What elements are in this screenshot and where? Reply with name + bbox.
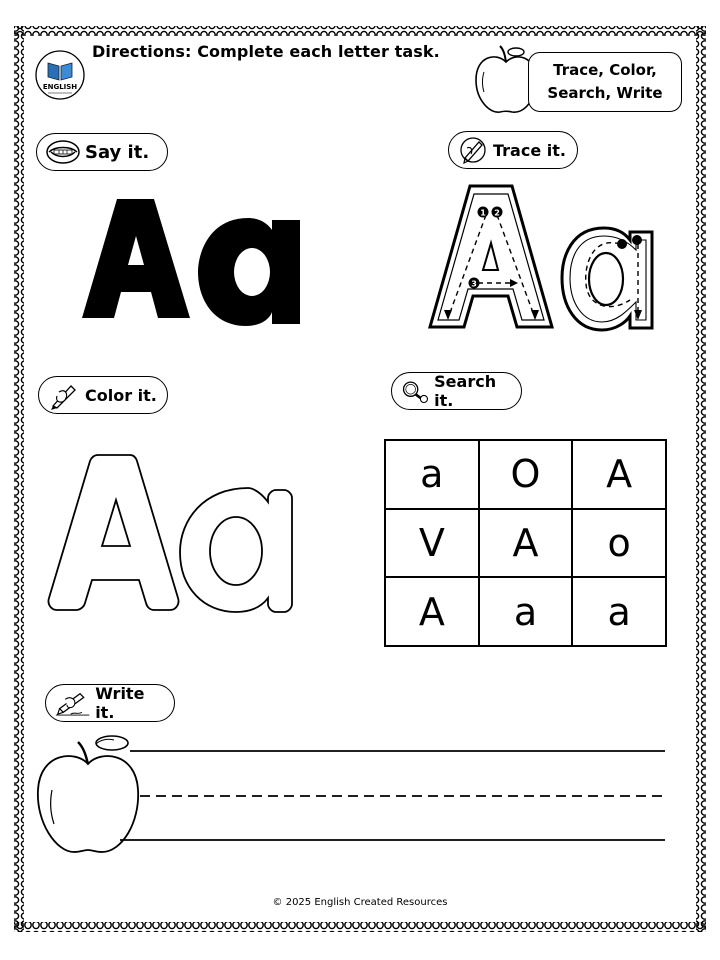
say-it-text: Say it.	[85, 141, 150, 163]
svg-text:1: 1	[480, 208, 486, 218]
svg-text:2: 2	[494, 208, 500, 218]
task-summary-line-1: Trace, Color,	[553, 61, 657, 79]
grid-cell[interactable]: O	[479, 440, 573, 509]
write-it-text: Write it.	[95, 684, 145, 722]
grid-cell[interactable]: V	[385, 509, 479, 578]
apple-icon	[38, 756, 138, 852]
grid-cell[interactable]: a	[385, 440, 479, 509]
write-it-area	[38, 736, 665, 852]
grid-cell[interactable]: a	[572, 577, 666, 646]
search-it-text: Search it.	[434, 372, 497, 410]
svg-text:ENGLISH: ENGLISH	[42, 83, 78, 91]
task-summary-line-2: Search, Write	[547, 84, 663, 102]
grid-cell[interactable]: o	[572, 509, 666, 578]
grid-cell[interactable]: a	[479, 577, 573, 646]
svg-text:3: 3	[471, 279, 477, 289]
directions-text: Directions: Complete each letter task.	[92, 42, 440, 61]
copyright-footer: © 2025 English Created Resources	[272, 897, 448, 908]
letter-search-grid	[384, 439, 667, 647]
color-it-text: Color it.	[85, 385, 157, 405]
color-it-letters	[48, 455, 292, 612]
trace-it-text: Trace it.	[493, 140, 566, 160]
say-it-letters	[82, 199, 300, 326]
grid-cell[interactable]: A	[479, 509, 573, 578]
grid-cell[interactable]: A	[572, 440, 666, 509]
grid-cell[interactable]: A	[385, 577, 479, 646]
trace-it-letters	[430, 186, 652, 330]
